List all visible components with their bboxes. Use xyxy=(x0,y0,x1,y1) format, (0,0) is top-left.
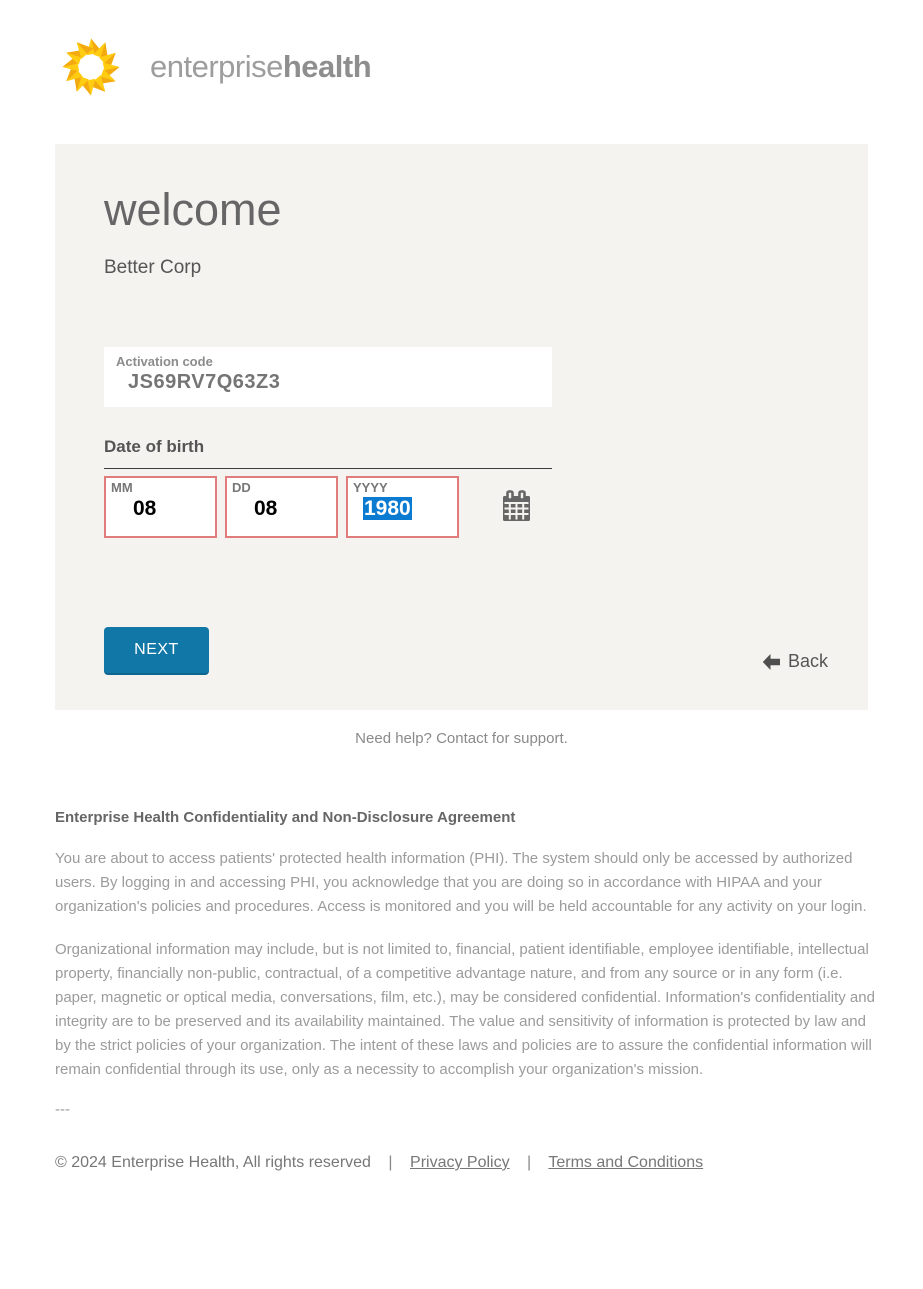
back-label: Back xyxy=(787,651,828,671)
company-name: Better Corp xyxy=(104,257,202,278)
dob-year-value: 1980 xyxy=(364,496,411,520)
dob-fields-row xyxy=(104,476,828,538)
brand-regular: enterprise xyxy=(150,49,283,84)
agreement-paragraph-1: You are about to access patients' protected health information (PHI). The system should only be accessed by authorized users. By logging in and accessing PHI, you acknowledge that you are doing so in accordance with HIPAA and your organization's policies and procedures. Access is monitored and you will be held accountable for any activity on your login. xyxy=(55,850,867,915)
sunflower-logo-icon xyxy=(60,36,122,98)
activation-code-field[interactable] xyxy=(104,347,552,407)
dob-year-label: YYYY xyxy=(353,480,388,495)
brand-bold: health xyxy=(282,49,372,84)
terms-and-conditions-link[interactable]: Terms and Conditions xyxy=(548,1154,704,1171)
privacy-policy-link[interactable]: Privacy Policy xyxy=(410,1154,510,1171)
agreement-heading: Enterprise Health Confidentiality and Non-Disclosure Agreement xyxy=(55,809,516,826)
header xyxy=(60,36,923,98)
dob-month-label: MM xyxy=(111,480,133,495)
dob-month-value: 08 xyxy=(133,496,157,520)
dob-day-value: 08 xyxy=(254,496,278,520)
dob-day-label: DD xyxy=(232,480,251,495)
agreement-separator: --- xyxy=(55,1101,70,1118)
calendar-icon xyxy=(500,489,533,526)
back-link[interactable] xyxy=(762,651,828,672)
agreement-paragraph-2: Organizational information may include, but is not limited to, financial, patient identifiable, employee identifiable, intellectual property, financially non-public, contractual, of a competitive advantage nature, and from any source or in any form (i.e. paper, magnetic or optical media, conversations, film, etc.), may be considered confidential. Information's confidentiality and integrity are to be preserved and its availability maintained. The value and sensitivity of information is protected by law and by the strict policies of your organization. The intent of these laws and policies are to assure the confidential information will remain confidential through its use, only as a necessity to accomplish your organization's mission. xyxy=(55,941,875,1078)
next-button[interactable]: NEXT xyxy=(104,627,209,675)
dob-heading: Date of birth xyxy=(104,437,552,469)
agreement-section xyxy=(55,809,880,1118)
actions-row xyxy=(104,627,828,675)
brand-wordmark xyxy=(150,49,371,85)
activation-code-value: JS69RV7Q63Z3 xyxy=(128,371,281,393)
calendar-picker-button[interactable] xyxy=(500,489,533,526)
welcome-panel xyxy=(55,144,868,710)
activation-code-label: Activation code xyxy=(116,354,213,369)
dob-day-input[interactable] xyxy=(225,476,338,538)
dob-month-input[interactable] xyxy=(104,476,217,538)
dob-year-input[interactable] xyxy=(346,476,459,538)
footer-divider: | xyxy=(388,1154,393,1171)
footer-divider: | xyxy=(527,1154,532,1171)
back-arrow-icon xyxy=(762,653,781,671)
copyright-text: © 2024 Enterprise Health, All rights reserved xyxy=(55,1154,371,1171)
page-title: welcome xyxy=(104,184,282,235)
help-text: Need help? Contact for support. xyxy=(355,730,568,747)
footer xyxy=(55,1154,880,1212)
